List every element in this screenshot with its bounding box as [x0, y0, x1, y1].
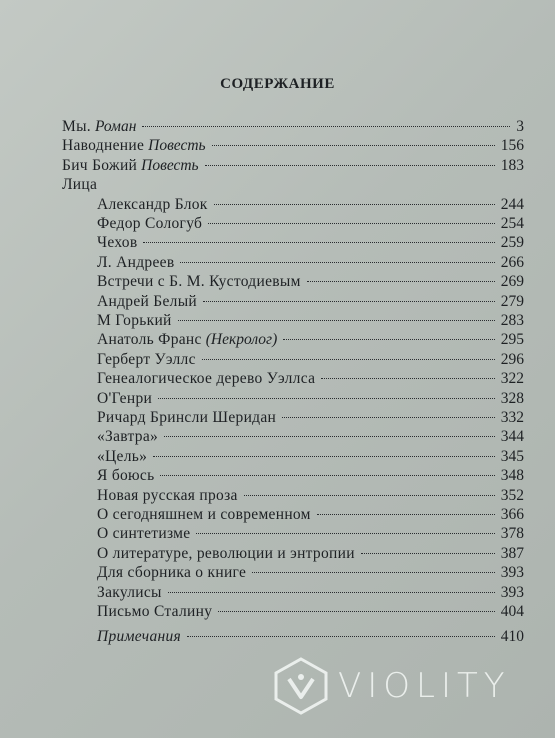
toc-entry: [97, 524, 524, 544]
toc-entry-label: [97, 253, 174, 273]
toc-entry-page: 393: [500, 564, 524, 582]
dot-leader: [160, 475, 494, 476]
toc-entry: [97, 311, 524, 331]
dot-leader: [321, 378, 494, 379]
toc-entry-title: Л. Андреев: [97, 253, 175, 271]
toc-entry-title: Федор Сологуб: [97, 215, 203, 232]
toc-entry-label: [97, 330, 277, 350]
toc-entry-title: О сегодняшнем и современном: [97, 506, 311, 523]
dot-leader: [208, 223, 495, 224]
toc-entry-title: Письмо Сталину: [97, 603, 213, 620]
dot-leader: [282, 417, 495, 418]
toc-entry-label: [97, 272, 301, 292]
toc-entry-page: 259: [500, 234, 524, 252]
toc-entry-label: [97, 389, 152, 409]
toc-entry-genre: Повесть: [141, 156, 199, 174]
toc-entry-page: 183: [500, 156, 524, 174]
toc-entry: [97, 466, 524, 486]
dot-leader: [196, 533, 494, 534]
toc-entry-label: [97, 427, 158, 447]
toc-entry-title: О'Генри: [97, 389, 153, 407]
toc-entry-title: Встречи с Б. М. Кустодиевым: [97, 273, 301, 291]
toc-entry-title: Для сборника о книге: [97, 564, 247, 582]
toc-entry: [62, 175, 524, 195]
dot-leader: [283, 339, 495, 340]
toc-entry: [97, 350, 524, 370]
toc-entry-label: [97, 369, 315, 389]
toc-entry-page: 348: [500, 467, 524, 485]
toc-entry-page: 387: [500, 544, 524, 562]
toc-entry-title: Андрей Белый: [97, 292, 197, 310]
toc-entry-page: 352: [500, 486, 524, 504]
toc-entry-page: 328: [500, 389, 524, 407]
toc-entry-page: 322: [500, 370, 524, 388]
toc-entry: [97, 389, 524, 409]
toc-entry: [62, 156, 524, 176]
watermark-text: VIOLITY: [338, 666, 511, 706]
toc-entry-page: 378: [500, 525, 524, 543]
toc-entry-label: [97, 466, 154, 486]
toc-entry-title: Мы.: [62, 118, 91, 135]
toc-entry-page: 404: [500, 603, 524, 620]
toc-entry: [97, 583, 524, 603]
toc-entry: [97, 427, 524, 447]
toc-entry-title: Новая русская проза: [97, 486, 238, 504]
toc-entry-page: 296: [500, 350, 524, 368]
page-title: СОДЕРЖАНИЕ: [220, 76, 335, 92]
toc-entry-label: [62, 175, 97, 195]
toc-entry-label: [97, 350, 196, 370]
toc-entry: [97, 486, 524, 506]
dot-leader: [142, 126, 510, 127]
toc-entry-title: Генеалогическое дерево Уэллса: [97, 370, 316, 388]
toc-entry: [97, 272, 524, 292]
toc-entry-title: Александр Блок: [97, 195, 208, 213]
toc-entry-title: «Цель»: [97, 447, 148, 465]
toc-entry-label: [62, 136, 206, 156]
toc-entry: [62, 117, 524, 137]
toc-entry: [97, 214, 524, 234]
dot-leader: [164, 436, 495, 437]
toc-entry-page: 393: [500, 583, 524, 601]
toc-entry-label: [97, 408, 276, 428]
toc-entry-page: 366: [500, 506, 524, 523]
toc-entry-title: Анатоль Франс: [97, 331, 202, 349]
toc-entry-title: Я боюсь: [97, 467, 155, 485]
toc-entry-page: 269: [500, 273, 524, 291]
watermark: [272, 656, 511, 716]
dot-leader: [143, 242, 494, 243]
toc-entry-page: 345: [500, 447, 524, 465]
dot-leader: [180, 262, 494, 263]
toc-entry-title: Наводнение: [62, 137, 145, 155]
toc-entry-label: [97, 602, 212, 622]
dot-leader: [307, 281, 495, 282]
toc-entry-title: Ричард Бринсли Шеридан: [97, 409, 277, 426]
toc-entry-label: [97, 627, 181, 647]
dot-leader: [153, 456, 495, 457]
dot-leader: [212, 145, 495, 146]
toc-entry-label: [97, 524, 190, 544]
toc-entry-label: [97, 195, 208, 215]
toc-entry-label: [97, 563, 246, 583]
dot-leader: [203, 301, 495, 302]
toc-entry-title: Лица: [62, 176, 98, 194]
toc-entry-label: [97, 583, 162, 603]
toc-entry-page: 156: [500, 137, 524, 155]
toc-entry-page: 283: [500, 312, 524, 329]
toc-entry: [97, 447, 524, 467]
toc-entry-genre: (Некролог): [205, 331, 278, 349]
toc-entry: [62, 136, 524, 156]
toc-entry: [97, 369, 524, 389]
toc-entry-label: [97, 292, 197, 312]
toc-entry-title: Примечания: [97, 628, 182, 646]
toc-entry-label: [97, 233, 137, 253]
dot-leader: [317, 514, 495, 515]
dot-leader: [214, 204, 495, 205]
toc-entry: [97, 544, 524, 564]
toc-entry: [97, 253, 524, 273]
toc-entry-label: [62, 117, 136, 137]
toc-entry-title: О литературе, революции и энтропии: [97, 544, 355, 562]
toc-entry-page: 332: [500, 409, 524, 426]
toc-entry-genre: Повесть: [148, 137, 206, 155]
toc-entry: [97, 563, 524, 583]
violity-logo-icon: [272, 657, 330, 715]
toc-entry-title: Герберт Уэллс: [97, 350, 196, 368]
toc-entry: [97, 408, 524, 428]
toc-entry-label: [62, 156, 199, 176]
dot-leader: [202, 359, 495, 360]
toc-entry-title: Бич Божий: [62, 156, 138, 174]
dot-leader: [158, 398, 495, 399]
toc-entry-page: 3: [516, 118, 524, 135]
toc-entry-page: 266: [500, 253, 524, 271]
toc-entry-page: 244: [500, 195, 524, 213]
dot-leader: [178, 320, 495, 321]
toc-entry-title: «Завтра»: [97, 428, 159, 446]
toc-entry: [97, 233, 524, 253]
toc-entry-page: 295: [500, 331, 524, 349]
toc-entry-page: 410: [500, 628, 524, 646]
toc-entry-page: 279: [500, 292, 524, 310]
dot-leader: [361, 553, 495, 554]
toc-entry: [97, 330, 524, 350]
dot-leader: [252, 572, 495, 573]
toc-entry: [97, 292, 524, 312]
toc-entry-label: [97, 544, 355, 564]
toc-entry-title: М Горький: [97, 312, 172, 329]
dot-leader: [205, 165, 495, 166]
toc-entry-page: 254: [500, 215, 524, 232]
dot-leader: [244, 495, 495, 496]
toc-entry-title: Закулисы: [97, 583, 162, 601]
toc-entry: [97, 505, 524, 525]
dot-leader: [168, 592, 495, 593]
toc-entry-genre: Роман: [94, 118, 137, 135]
toc-entry-label: [97, 486, 238, 506]
toc-entry: [97, 195, 524, 215]
toc-entry-label: [97, 505, 311, 525]
toc-entry: [97, 627, 524, 647]
dot-leader: [218, 611, 494, 612]
toc-entry-title: Чехов: [97, 234, 138, 252]
dot-leader: [187, 636, 495, 637]
toc-entry-label: [97, 214, 202, 234]
toc-entry-label: [97, 311, 172, 331]
toc-entry-title: О синтетизме: [97, 525, 191, 543]
toc-entry: [97, 602, 524, 622]
toc-entry-label: [97, 447, 147, 467]
toc-entry-page: 344: [500, 428, 524, 446]
